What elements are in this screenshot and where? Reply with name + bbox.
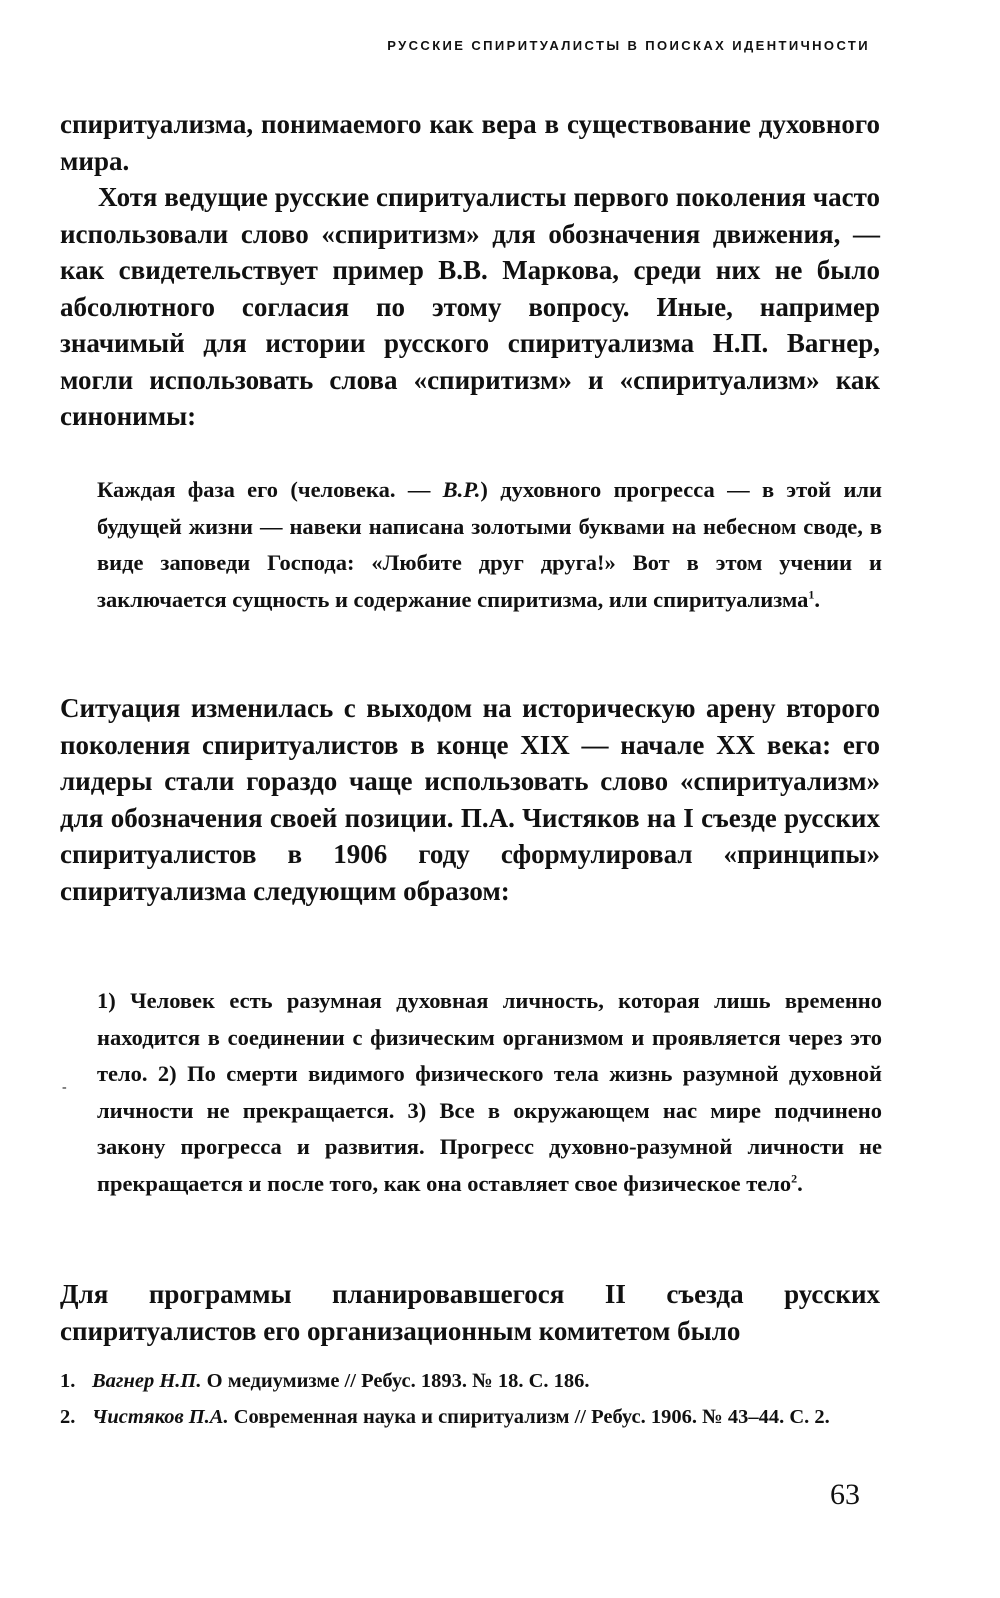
editor-initials: В.Р. xyxy=(442,477,481,502)
running-head: РУССКИЕ СПИРИТУАЛИСТЫ В ПОИСКАХ ИДЕНТИЧНОСТИ xyxy=(387,38,870,53)
paragraph-first-generation: Хотя ведущие русские спиритуалисты первого поколения часто использовали слово «спиритизм» для обозначения движения, — как свидетельствует пример В.В. Маркова, среди них не было абсолютного согласия по этому вопросу. Иные, например значимый для истории русского спиритуализма Н.П. Вагнер, могли использовать слова «спиритизм» и «спиритуализм» как синонимы: xyxy=(60,182,880,431)
footnote-citation: О медиумизме // Ребус. 1893. № 18. С. 186. xyxy=(201,1370,590,1392)
footnote-citation: Современная наука и спиритуализм // Ребус. 1906. № 43–44. С. 2. xyxy=(228,1406,830,1428)
quote-text: ) духовного прогресса — в этой или будущей жизни — навеки написана золотыми буквами на небесном своде, в виде заповеди Господа: «Любите друг друга!» Вот в этом учении и заключается сущность и содержание спиритизма, или спиритуализма xyxy=(97,477,882,612)
quote-text: Каждая фаза его (человека. — xyxy=(97,477,443,502)
page-number: 63 xyxy=(830,1478,860,1511)
footnote-number: 2. xyxy=(60,1406,76,1428)
quote-end: . xyxy=(797,1170,803,1196)
footnote-2 xyxy=(60,1402,882,1432)
footnote-ref-1[interactable]: 1 xyxy=(808,587,815,601)
paragraph-second-generation: Ситуация изменилась с выходом на историческую арену второго поколения спиритуалистов в конце XIX — начале XX века: его лидеры стали гораздо чаще использовать слово «спиритуализм» для обозначения своей позиции. П.А. Чистяков на I съезде русских спиритуалистов в 1906 году сформулировал «принципы» спиритуализма следующим образом: xyxy=(60,693,880,906)
footnote-author: Чистяков П.А. xyxy=(92,1406,229,1428)
paragraph-second-congress: Для программы планировавшегося II съезда русских спиритуалистов его организационным комитетом было xyxy=(60,1279,880,1346)
footnotes xyxy=(60,1366,882,1438)
stray-mark: - xyxy=(62,1080,67,1095)
footnote-author: Вагнер Н.П. xyxy=(92,1370,202,1392)
block-quote-chistyakov xyxy=(97,983,882,1202)
quote-text: 1) Человек есть разумная духовная личность, которая лишь временно находится в соединении с физическим организмом и проявляется через это тело. 2) По смерти видимого физического тела жизнь разумной духовной личности не прекращается. 3) Все в окружающем нас мире подчинено закону прогресса и развития. Прогресс духовно-разумной личности не прекращается и после того, как она оставляет свое физическое тело xyxy=(97,988,882,1196)
paragraph-continuation: спиритуализма, понимаемого как вера в существование духовного мира. xyxy=(60,109,880,176)
block-quote-wagner xyxy=(97,472,882,618)
footnote-number: 1. xyxy=(60,1370,76,1392)
footnote-1 xyxy=(60,1366,882,1396)
footnote-ref-2[interactable]: 2 xyxy=(791,1171,798,1185)
quote-end: . xyxy=(814,586,821,612)
